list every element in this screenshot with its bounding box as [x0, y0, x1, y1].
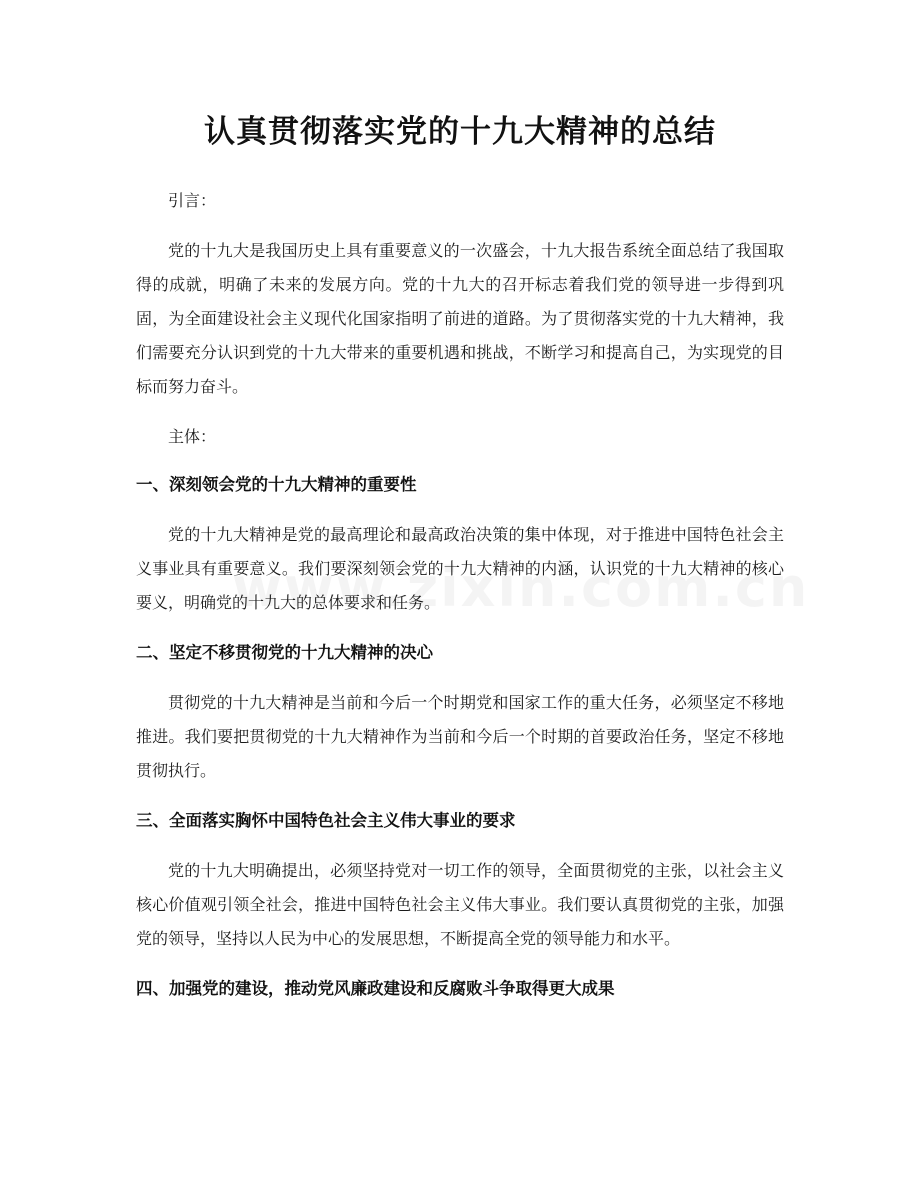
intro-label: 引言： — [168, 191, 217, 210]
section-paragraph-3: 党的十九大明确提出，必须坚持党对一切工作的领导，全面贯彻党的主张，以社会主义核心价值观引领全社会，推进中国特色社会主义伟大事业。我们要认真贯彻党的主张，加强党的领导，坚持以人民为中心的发展思想，不断提高全党的领导能力和水平。 — [136, 861, 784, 948]
section-heading-2: 二、坚定不移贯彻党的十九大精神的决心 — [136, 643, 433, 662]
body-label: 主体： — [168, 427, 217, 446]
section-heading-3: 三、全面落实胸怀中国特色社会主义伟大事业的要求 — [136, 811, 516, 830]
section-heading-1: 一、深刻领会党的十九大精神的重要性 — [136, 475, 417, 494]
section-heading-4: 四、加强党的建设，推动党风廉政建设和反腐败斗争取得更大成果 — [136, 979, 615, 998]
document-title: 认真贯彻落实党的十九大精神的总结 — [204, 114, 716, 150]
section-paragraph-2: 贯彻党的十九大精神是当前和今后一个时期党和国家工作的重大任务，必须坚定不移地推进。我们要把贯彻党的十九大精神作为当前和今后一个时期的首要政治任务，坚定不移地贯彻执行。 — [136, 693, 784, 780]
section-paragraph-1: 党的十九大精神是党的最高理论和最高政治决策的集中体现，对于推进中国特色社会主义事业具有重要意义。我们要深刻领会党的十九大精神的内涵，认识党的十九大精神的核心要义，明确党的十九大的总体要求和任务。 — [136, 525, 784, 612]
intro-paragraph: 党的十九大是我国历史上具有重要意义的一次盛会，十九大报告系统全面总结了我国取得的成就，明确了未来的发展方向。党的十九大的召开标志着我们党的领导进一步得到巩固，为全面建设社会主义现代化国家指明了前进的道路。为了贯彻落实党的十九大精神，我们需要充分认识到党的十九大带来的重要机遇和挑战，不断学习和提高自己，为实现党的目标而努力奋斗。 — [136, 241, 784, 396]
